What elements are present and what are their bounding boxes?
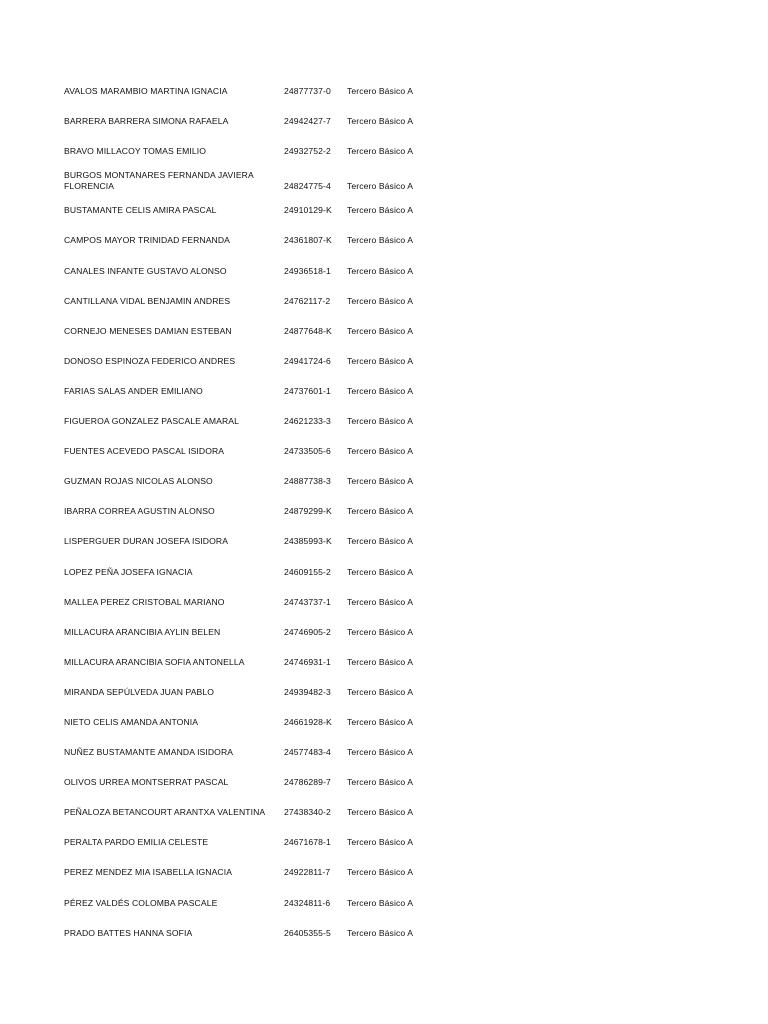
student-rut: 24887738-3 [284, 476, 331, 487]
student-name: OLIVOS URREA MONTSERRAT PASCAL [64, 777, 229, 788]
student-rut: 24922811-7 [284, 867, 331, 878]
table-row [64, 656, 704, 686]
student-rut: 24910129-K [284, 205, 332, 216]
student-name: DONOSO ESPINOZA FEDERICO ANDRES [64, 355, 236, 366]
student-course: Tercero Básico A [347, 116, 414, 127]
student-rut: 24824775-4 [284, 181, 331, 192]
student-rut: 24939482-3 [284, 686, 331, 697]
table-row [64, 204, 704, 234]
student-rut: 24621233-3 [284, 416, 331, 427]
student-name: PÉREZ VALDÉS COLOMBA PASCALE [64, 897, 218, 908]
table-row [64, 415, 704, 445]
student-rut: 24879299-K [284, 506, 332, 517]
table-row [64, 626, 704, 656]
table-row [64, 505, 704, 535]
student-name: AVALOS MARAMBIO MARTINA IGNACIA [64, 86, 228, 96]
student-rut: 27438340-2 [284, 807, 331, 818]
table-row [64, 385, 704, 415]
student-name: BARRERA BARRERA SIMONA RAFAELA [64, 116, 229, 127]
table-row [64, 355, 704, 385]
table-row [64, 686, 704, 716]
student-name: PRADO BATTES HANNA SOFIA [64, 927, 193, 938]
student-course: Tercero Básico A [347, 566, 414, 577]
table-row [64, 234, 704, 264]
student-course: Tercero Básico A [347, 656, 414, 667]
student-rut: 24661928-K [284, 716, 332, 727]
student-name: BURGOS MONTANARES FERNANDA JAVIERA FLORENCIA [64, 170, 254, 192]
student-name: CANTILLANA VIDAL BENJAMIN ANDRES [64, 295, 231, 306]
student-course: Tercero Básico A [347, 416, 414, 427]
student-name: PEÑALOZA BETANCOURT ARANTXA VALENTINA [64, 807, 266, 818]
table-row [64, 170, 704, 204]
student-course: Tercero Básico A [347, 355, 414, 366]
student-rut: 24746905-2 [284, 626, 331, 637]
student-rut: 24609155-2 [284, 566, 331, 577]
student-rut: 24877648-K [284, 325, 332, 336]
table-row [64, 866, 704, 896]
student-name: MILLACURA ARANCIBIA AYLIN BELEN [64, 626, 221, 637]
student-course: Tercero Básico A [347, 476, 414, 487]
student-course: Tercero Básico A [347, 295, 414, 306]
student-name: FARIAS SALAS ANDER EMILIANO [64, 385, 203, 396]
student-rut: 26405355-5 [284, 927, 331, 938]
student-course: Tercero Básico A [347, 181, 414, 192]
student-name: NUÑEZ BUSTAMANTE AMANDA ISIDORA [64, 747, 234, 758]
student-course: Tercero Básico A [347, 385, 414, 396]
student-course: Tercero Básico A [347, 265, 414, 276]
student-name: CAMPOS MAYOR TRINIDAD FERNANDA [64, 235, 230, 246]
student-course: Tercero Básico A [347, 686, 414, 697]
student-name: MILLACURA ARANCIBIA SOFIA ANTONELLA [64, 656, 245, 667]
student-course: Tercero Básico A [347, 146, 414, 157]
student-name: MALLEA PEREZ CRISTOBAL MARIANO [64, 596, 225, 607]
table-row [64, 836, 704, 866]
student-name: CANALES INFANTE GUSTAVO ALONSO [64, 265, 227, 276]
student-name: GUZMAN ROJAS NICOLAS ALONSO [64, 476, 213, 487]
student-name: BRAVO MILLACOY TOMAS EMILIO [64, 146, 206, 157]
student-course: Tercero Básico A [347, 86, 414, 96]
student-course: Tercero Básico A [347, 867, 414, 878]
table-row [64, 566, 704, 596]
student-rut: 24385993-K [284, 536, 332, 547]
student-name: FUENTES ACEVEDO PASCAL ISIDORA [64, 446, 225, 457]
student-course: Tercero Básico A [347, 626, 414, 637]
student-course: Tercero Básico A [347, 446, 414, 457]
student-rut: 24942427-7 [284, 116, 331, 127]
student-rut: 24577483-4 [284, 747, 331, 758]
student-course: Tercero Básico A [347, 596, 414, 607]
table-row [64, 295, 704, 325]
student-rut: 24737601-1 [284, 385, 331, 396]
table-row [64, 265, 704, 295]
student-rut: 24762117-2 [284, 295, 331, 306]
table-row [64, 325, 704, 355]
student-course: Tercero Básico A [347, 747, 414, 758]
student-rut: 24743737-1 [284, 596, 331, 607]
student-course: Tercero Básico A [347, 897, 414, 908]
student-rut: 24746931-1 [284, 656, 331, 667]
student-rut: 24786289-7 [284, 777, 331, 788]
student-name: LISPERGUER DURAN JOSEFA ISIDORA [64, 536, 229, 547]
student-name: NIETO CELIS AMANDA ANTONIA [64, 716, 199, 727]
table-row [64, 445, 704, 475]
table-row [64, 776, 704, 806]
student-course: Tercero Básico A [347, 716, 414, 727]
student-list [64, 85, 704, 957]
student-course: Tercero Básico A [347, 927, 414, 938]
student-course: Tercero Básico A [347, 325, 414, 336]
student-rut: 24877737-0 [284, 86, 331, 96]
table-row [64, 85, 704, 115]
student-name: IBARRA CORREA AGUSTIN ALONSO [64, 506, 215, 517]
student-name: BUSTAMANTE CELIS AMIRA PASCAL [64, 205, 217, 216]
student-course: Tercero Básico A [347, 536, 414, 547]
student-rut: 24324811-6 [284, 897, 331, 908]
student-name: PEREZ MENDEZ MIA ISABELLA IGNACIA [64, 867, 233, 878]
table-row [64, 897, 704, 927]
student-rut: 24671678-1 [284, 837, 331, 848]
student-name: FIGUEROA GONZALEZ PASCALE AMARAL [64, 416, 239, 427]
student-name: MIRANDA SEPÚLVEDA JUAN PABLO [64, 686, 215, 697]
table-row [64, 927, 704, 957]
table-row [64, 716, 704, 746]
student-rut: 24936518-1 [284, 265, 331, 276]
student-rut: 24932752-2 [284, 146, 331, 157]
table-row [64, 596, 704, 626]
student-course: Tercero Básico A [347, 807, 414, 818]
student-course: Tercero Básico A [347, 205, 414, 216]
table-row [64, 115, 704, 145]
student-course: Tercero Básico A [347, 837, 414, 848]
student-name: PERALTA PARDO EMILIA CELESTE [64, 837, 209, 848]
student-name: LOPEZ PEÑA JOSEFA IGNACIA [64, 566, 193, 577]
student-course: Tercero Básico A [347, 506, 414, 517]
student-rut: 24361807-K [284, 235, 332, 246]
table-row [64, 475, 704, 505]
table-row [64, 806, 704, 836]
student-course: Tercero Básico A [347, 235, 414, 246]
table-row [64, 746, 704, 776]
student-course: Tercero Básico A [347, 777, 414, 788]
table-row [64, 535, 704, 565]
student-rut: 24941724-6 [284, 355, 331, 366]
student-name: CORNEJO MENESES DAMIAN ESTEBAN [64, 325, 232, 336]
student-rut: 24733505-6 [284, 446, 331, 457]
